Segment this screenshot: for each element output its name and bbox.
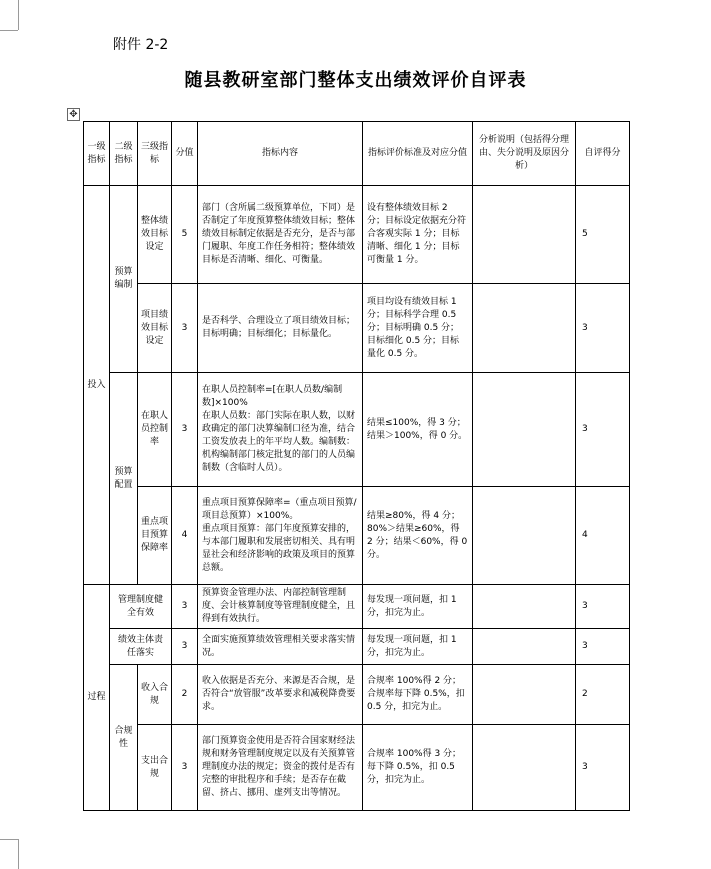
analysis-cell[interactable] [473,284,576,373]
analysis-cell[interactable] [473,186,576,284]
standard-cell: 结果≤100%，得 3 分；结果＞100%，得 0 分。 [363,373,473,487]
header-analysis: 分析说明（包括得分理由、失分说明及原因分析） [473,122,576,186]
document-title: 随县教研室部门整体支出绩效评价自评表 [184,70,527,91]
standard-cell: 合规率 100%得 2 分；合规率每下降 0.5%，扣 0.5 分，扣完为止。 [363,665,473,725]
standard-cell: 合规率 100%得 3 分；每下降 0.5%，扣 0.5 分，扣完为止。 [363,725,473,811]
header-content: 指标内容 [198,122,363,186]
table-row [84,487,630,585]
header-score: 分值 [172,122,198,186]
level3-cell: 重点项目预算保障率 [138,487,172,585]
self-score-cell[interactable]: 3 [576,284,630,373]
score-cell: 3 [172,585,198,629]
self-score-cell[interactable]: 3 [576,585,630,629]
level3-cell: 支出合规 [138,725,172,811]
content-cell: 部门（含所属二级预算单位，下同）是否制定了年度预算整体绩效目标；整体绩效目标制定依据是否充分，是否与部门履职、年度工作任务相符；整体绩效目标是否清晰、细化、可衡量。 [198,186,363,284]
level2-cell: 绩效主体责任落实 [110,629,172,665]
table-row [84,284,630,373]
analysis-cell[interactable] [473,585,576,629]
table-row [84,725,630,811]
table-row [84,373,630,487]
level2-budget-config: 预算配置 [110,373,138,585]
score-cell: 3 [172,284,198,373]
standard-cell: 每发现一项问题，扣 1 分，扣完为止。 [363,585,473,629]
score-cell: 3 [172,725,198,811]
level2-cell: 管理制度健全有效 [110,585,172,629]
attachment-label: 附件 2-2 [113,37,169,53]
table-row [84,585,630,629]
content-cell: 全面实施预算绩效管理相关要求落实情况。 [198,629,363,665]
self-score-cell[interactable]: 4 [576,487,630,585]
margin-corner-mark [18,0,19,30]
level3-cell: 项目绩效目标设定 [138,284,172,373]
level2-compliance: 合规性 [110,665,138,811]
self-score-cell[interactable]: 5 [576,186,630,284]
content-cell: 在职人员控制率=[在职人员数/编制数]×100% 在职人员数：部门实际在职人数，以财政确定的部门决算编制口径为准，结合工资发放表上的年平均人数。编制数：机构编制部门核定批复的部门的人员编制数（含临时人员）。 [198,373,363,487]
header-standard: 指标评价标准及对应分值 [363,122,473,186]
score-cell: 2 [172,665,198,725]
table-row [84,186,630,284]
table-move-handle-icon[interactable]: ✥ [67,108,80,121]
table-row [84,665,630,725]
score-cell: 5 [172,186,198,284]
analysis-cell[interactable] [473,665,576,725]
margin-corner-mark [0,839,18,840]
self-score-cell[interactable]: 3 [576,373,630,487]
content-cell: 收入依据是否充分、来源是否合规，是否符合“放管服”改革要求和减税降费要求。 [198,665,363,725]
content-cell: 预算资金管理办法、内部控制管理制度、会计核算制度等管理制度健全，且得到有效执行。 [198,585,363,629]
level3-cell: 整体绩效目标设定 [138,186,172,284]
level2-budget-compile: 预算编制 [110,186,138,373]
level3-cell: 在职人员控制率 [138,373,172,487]
standard-cell: 结果≥80%，得 4 分；80%＞结果≥60%，得 2 分；结果＜60%，得 0 分。 [363,487,473,585]
level1-process: 过程 [84,585,110,811]
analysis-cell[interactable] [473,725,576,811]
self-score-cell[interactable]: 2 [576,665,630,725]
header-self-score: 自评得分 [576,122,630,186]
self-score-cell[interactable]: 3 [576,629,630,665]
content-cell: 是否科学、合理设立了项目绩效目标；目标明确；目标细化；目标量化。 [198,284,363,373]
score-cell: 3 [172,373,198,487]
header-level1: 一级指标 [84,122,110,186]
content-cell: 重点项目预算保障率=（重点项目预算/项目总预算）×100%。 重点项目预算：部门年度预算安排的，与本部门履职和发展密切相关、具有明显社会和经济影响的政策及项目的预算总额。 [198,487,363,585]
header-level3: 三级指标 [138,122,172,186]
standard-cell: 设有整体绩效目标 2 分；目标设定依据充分符合客观实际 1 分；目标清晰、细化 1 分；目标可衡量 1 分。 [363,186,473,284]
score-cell: 3 [172,629,198,665]
self-score-cell[interactable]: 3 [576,725,630,811]
table-row [84,629,630,665]
score-cell: 4 [172,487,198,585]
evaluation-table [83,121,630,811]
standard-cell: 项目均设有绩效目标 1 分；目标科学合理 0.5 分；目标明确 0.5 分；目标细化 0.5 分；目标量化 0.5 分。 [363,284,473,373]
header-level2: 二级指标 [110,122,138,186]
analysis-cell[interactable] [473,373,576,487]
content-cell: 部门预算资金使用是否符合国家财经法规和财务管理制度规定以及有关预算管理制度办法的规定；资金的拨付是否有完整的审批程序和手续；是否存在截留、挤占、挪用、虚列支出等情况。 [198,725,363,811]
margin-corner-mark [0,30,18,31]
header-row [84,122,630,186]
level3-cell: 收入合规 [138,665,172,725]
level1-input: 投入 [84,186,110,585]
margin-corner-mark [18,839,19,869]
analysis-cell[interactable] [473,629,576,665]
analysis-cell[interactable] [473,487,576,585]
standard-cell: 每发现一项问题，扣 1 分，扣完为止。 [363,629,473,665]
